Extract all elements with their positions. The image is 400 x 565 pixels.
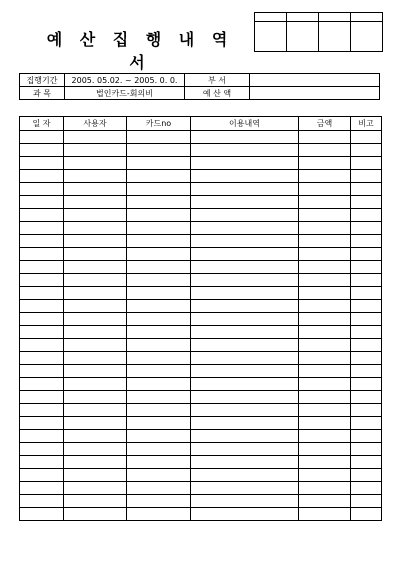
col-card-no: 카드no — [127, 117, 191, 131]
table-cell — [351, 339, 382, 352]
table-cell — [20, 404, 64, 417]
table-cell — [20, 430, 64, 443]
table-cell — [351, 495, 382, 508]
table-cell — [64, 482, 127, 495]
table-cell — [299, 170, 351, 183]
table-row — [20, 456, 382, 469]
col-remarks: 비고 — [351, 117, 382, 131]
col-amount: 금액 — [299, 117, 351, 131]
table-cell — [127, 365, 191, 378]
table-row — [20, 508, 382, 521]
info-table — [19, 73, 380, 100]
dept-value — [250, 74, 380, 87]
table-cell — [127, 456, 191, 469]
table-cell — [191, 469, 299, 482]
approval-sign-cell — [255, 22, 287, 52]
table-row — [20, 196, 382, 209]
table-row — [20, 482, 382, 495]
table-cell — [191, 157, 299, 170]
item-value: 법인카드-회의비 — [65, 87, 185, 100]
table-cell — [20, 170, 64, 183]
table-cell — [64, 300, 127, 313]
table-cell — [351, 235, 382, 248]
table-row — [20, 469, 382, 482]
table-cell — [351, 313, 382, 326]
table-cell — [64, 261, 127, 274]
table-cell — [20, 183, 64, 196]
table-cell — [299, 209, 351, 222]
table-cell — [20, 313, 64, 326]
table-cell — [191, 456, 299, 469]
table-cell — [191, 287, 299, 300]
table-cell — [20, 365, 64, 378]
table-cell — [64, 144, 127, 157]
table-cell — [20, 508, 64, 521]
table-cell — [64, 352, 127, 365]
table-cell — [191, 404, 299, 417]
table-cell — [64, 287, 127, 300]
table-cell — [299, 404, 351, 417]
table-cell — [299, 300, 351, 313]
table-cell — [191, 326, 299, 339]
table-cell — [20, 352, 64, 365]
table-cell — [20, 248, 64, 261]
table-cell — [299, 443, 351, 456]
approval-header-cell — [287, 13, 319, 22]
table-cell — [299, 391, 351, 404]
table-cell — [20, 469, 64, 482]
table-cell — [64, 183, 127, 196]
table-cell — [351, 508, 382, 521]
table-cell — [127, 469, 191, 482]
table-cell — [299, 261, 351, 274]
table-cell — [64, 131, 127, 144]
table-cell — [64, 495, 127, 508]
table-cell — [191, 248, 299, 261]
table-cell — [127, 443, 191, 456]
table-cell — [299, 235, 351, 248]
table-cell — [191, 391, 299, 404]
table-cell — [351, 469, 382, 482]
table-cell — [191, 183, 299, 196]
table-cell — [191, 209, 299, 222]
table-cell — [191, 222, 299, 235]
approval-box — [254, 12, 383, 52]
table-cell — [351, 196, 382, 209]
table-cell — [127, 326, 191, 339]
table-row — [20, 144, 382, 157]
approval-sign-cell — [351, 22, 383, 52]
table-cell — [351, 222, 382, 235]
table-cell — [64, 196, 127, 209]
table-cell — [191, 482, 299, 495]
table-cell — [20, 456, 64, 469]
table-cell — [127, 287, 191, 300]
table-cell — [191, 378, 299, 391]
table-cell — [299, 183, 351, 196]
table-cell — [351, 443, 382, 456]
table-cell — [64, 326, 127, 339]
period-value: 2005. 05.02. ~ 2005. 0. 0. — [65, 74, 185, 87]
table-cell — [299, 131, 351, 144]
table-row — [20, 183, 382, 196]
table-cell — [127, 300, 191, 313]
table-cell — [191, 508, 299, 521]
table-cell — [351, 365, 382, 378]
table-cell — [127, 131, 191, 144]
table-cell — [127, 313, 191, 326]
table-row — [20, 131, 382, 144]
table-cell — [299, 417, 351, 430]
table-cell — [64, 235, 127, 248]
table-cell — [64, 157, 127, 170]
table-row — [20, 417, 382, 430]
table-row — [20, 287, 382, 300]
table-cell — [20, 235, 64, 248]
table-cell — [127, 508, 191, 521]
table-cell — [127, 261, 191, 274]
table-cell — [127, 144, 191, 157]
table-cell — [299, 248, 351, 261]
table-row — [20, 313, 382, 326]
table-cell — [20, 209, 64, 222]
table-cell — [127, 170, 191, 183]
item-label: 과 목 — [20, 87, 65, 100]
table-row — [20, 443, 382, 456]
table-cell — [351, 157, 382, 170]
table-row — [20, 157, 382, 170]
table-cell — [351, 170, 382, 183]
table-cell — [299, 339, 351, 352]
table-cell — [127, 222, 191, 235]
table-cell — [299, 287, 351, 300]
table-cell — [351, 300, 382, 313]
table-cell — [64, 313, 127, 326]
table-cell — [127, 378, 191, 391]
table-cell — [127, 274, 191, 287]
table-cell — [20, 339, 64, 352]
table-cell — [299, 157, 351, 170]
table-cell — [64, 274, 127, 287]
table-cell — [127, 157, 191, 170]
table-row — [20, 248, 382, 261]
col-user: 사용자 — [64, 117, 127, 131]
period-label: 집행기간 — [20, 74, 65, 87]
table-cell — [64, 417, 127, 430]
table-cell — [351, 144, 382, 157]
table-cell — [64, 430, 127, 443]
table-cell — [64, 248, 127, 261]
table-cell — [299, 430, 351, 443]
table-cell — [20, 222, 64, 235]
table-cell — [127, 248, 191, 261]
table-row — [20, 378, 382, 391]
table-cell — [127, 495, 191, 508]
table-cell — [351, 183, 382, 196]
table-cell — [20, 274, 64, 287]
table-cell — [191, 131, 299, 144]
table-cell — [20, 495, 64, 508]
table-cell — [351, 482, 382, 495]
table-cell — [299, 352, 351, 365]
table-cell — [351, 274, 382, 287]
table-cell — [20, 326, 64, 339]
table-row — [20, 391, 382, 404]
table-row — [20, 170, 382, 183]
table-cell — [191, 339, 299, 352]
table-row — [20, 222, 382, 235]
table-cell — [64, 222, 127, 235]
table-cell — [351, 417, 382, 430]
table-cell — [191, 300, 299, 313]
table-row — [20, 404, 382, 417]
table-cell — [64, 378, 127, 391]
table-cell — [299, 378, 351, 391]
table-cell — [127, 417, 191, 430]
dept-label: 부 서 — [185, 74, 250, 87]
table-cell — [351, 378, 382, 391]
table-cell — [351, 209, 382, 222]
table-cell — [64, 365, 127, 378]
table-row — [20, 352, 382, 365]
table-cell — [127, 196, 191, 209]
table-cell — [191, 235, 299, 248]
table-cell — [299, 469, 351, 482]
table-cell — [64, 443, 127, 456]
table-cell — [127, 352, 191, 365]
table-cell — [351, 326, 382, 339]
table-cell — [20, 378, 64, 391]
table-row — [20, 495, 382, 508]
table-cell — [299, 482, 351, 495]
table-cell — [64, 469, 127, 482]
table-row — [20, 430, 382, 443]
table-cell — [20, 300, 64, 313]
table-cell — [20, 482, 64, 495]
table-row — [20, 209, 382, 222]
table-cell — [191, 196, 299, 209]
table-cell — [127, 482, 191, 495]
table-row — [20, 365, 382, 378]
approval-header-cell — [351, 13, 383, 22]
table-cell — [191, 352, 299, 365]
expense-table — [19, 116, 382, 521]
table-cell — [299, 222, 351, 235]
table-cell — [351, 391, 382, 404]
table-cell — [127, 430, 191, 443]
table-cell — [191, 144, 299, 157]
table-cell — [191, 313, 299, 326]
table-cell — [191, 170, 299, 183]
table-cell — [64, 339, 127, 352]
table-cell — [351, 248, 382, 261]
approval-header-cell — [319, 13, 351, 22]
table-cell — [191, 365, 299, 378]
table-cell — [20, 157, 64, 170]
table-cell — [20, 131, 64, 144]
budget-label: 예 산 액 — [185, 87, 250, 100]
table-row — [20, 274, 382, 287]
table-cell — [191, 274, 299, 287]
table-cell — [351, 430, 382, 443]
table-cell — [20, 261, 64, 274]
table-cell — [351, 456, 382, 469]
table-cell — [299, 326, 351, 339]
table-cell — [127, 391, 191, 404]
table-cell — [299, 313, 351, 326]
col-usage: 이용내역 — [191, 117, 299, 131]
table-cell — [64, 170, 127, 183]
table-cell — [351, 352, 382, 365]
approval-sign-cell — [319, 22, 351, 52]
document-title: 예 산 집 행 내 역 서 — [46, 30, 234, 72]
table-cell — [64, 404, 127, 417]
table-cell — [299, 495, 351, 508]
approval-sign-cell — [287, 22, 319, 52]
table-cell — [64, 391, 127, 404]
table-cell — [64, 456, 127, 469]
table-row — [20, 326, 382, 339]
table-cell — [351, 404, 382, 417]
table-cell — [299, 274, 351, 287]
table-cell — [299, 196, 351, 209]
approval-header-cell — [255, 13, 287, 22]
table-cell — [299, 144, 351, 157]
table-cell — [299, 365, 351, 378]
table-cell — [127, 404, 191, 417]
col-date: 일 자 — [20, 117, 64, 131]
table-cell — [20, 287, 64, 300]
table-cell — [64, 209, 127, 222]
table-cell — [127, 339, 191, 352]
table-row — [20, 261, 382, 274]
table-cell — [20, 443, 64, 456]
table-cell — [20, 144, 64, 157]
table-cell — [127, 183, 191, 196]
table-cell — [299, 508, 351, 521]
table-cell — [191, 495, 299, 508]
table-cell — [20, 391, 64, 404]
table-cell — [127, 235, 191, 248]
budget-value — [250, 87, 380, 100]
table-row — [20, 235, 382, 248]
table-cell — [191, 430, 299, 443]
table-cell — [351, 287, 382, 300]
table-row — [20, 300, 382, 313]
table-row — [20, 339, 382, 352]
table-cell — [127, 209, 191, 222]
table-cell — [191, 261, 299, 274]
table-cell — [191, 443, 299, 456]
table-cell — [351, 131, 382, 144]
table-cell — [351, 261, 382, 274]
table-cell — [20, 196, 64, 209]
table-cell — [20, 417, 64, 430]
table-cell — [299, 456, 351, 469]
table-cell — [191, 417, 299, 430]
table-cell — [64, 508, 127, 521]
